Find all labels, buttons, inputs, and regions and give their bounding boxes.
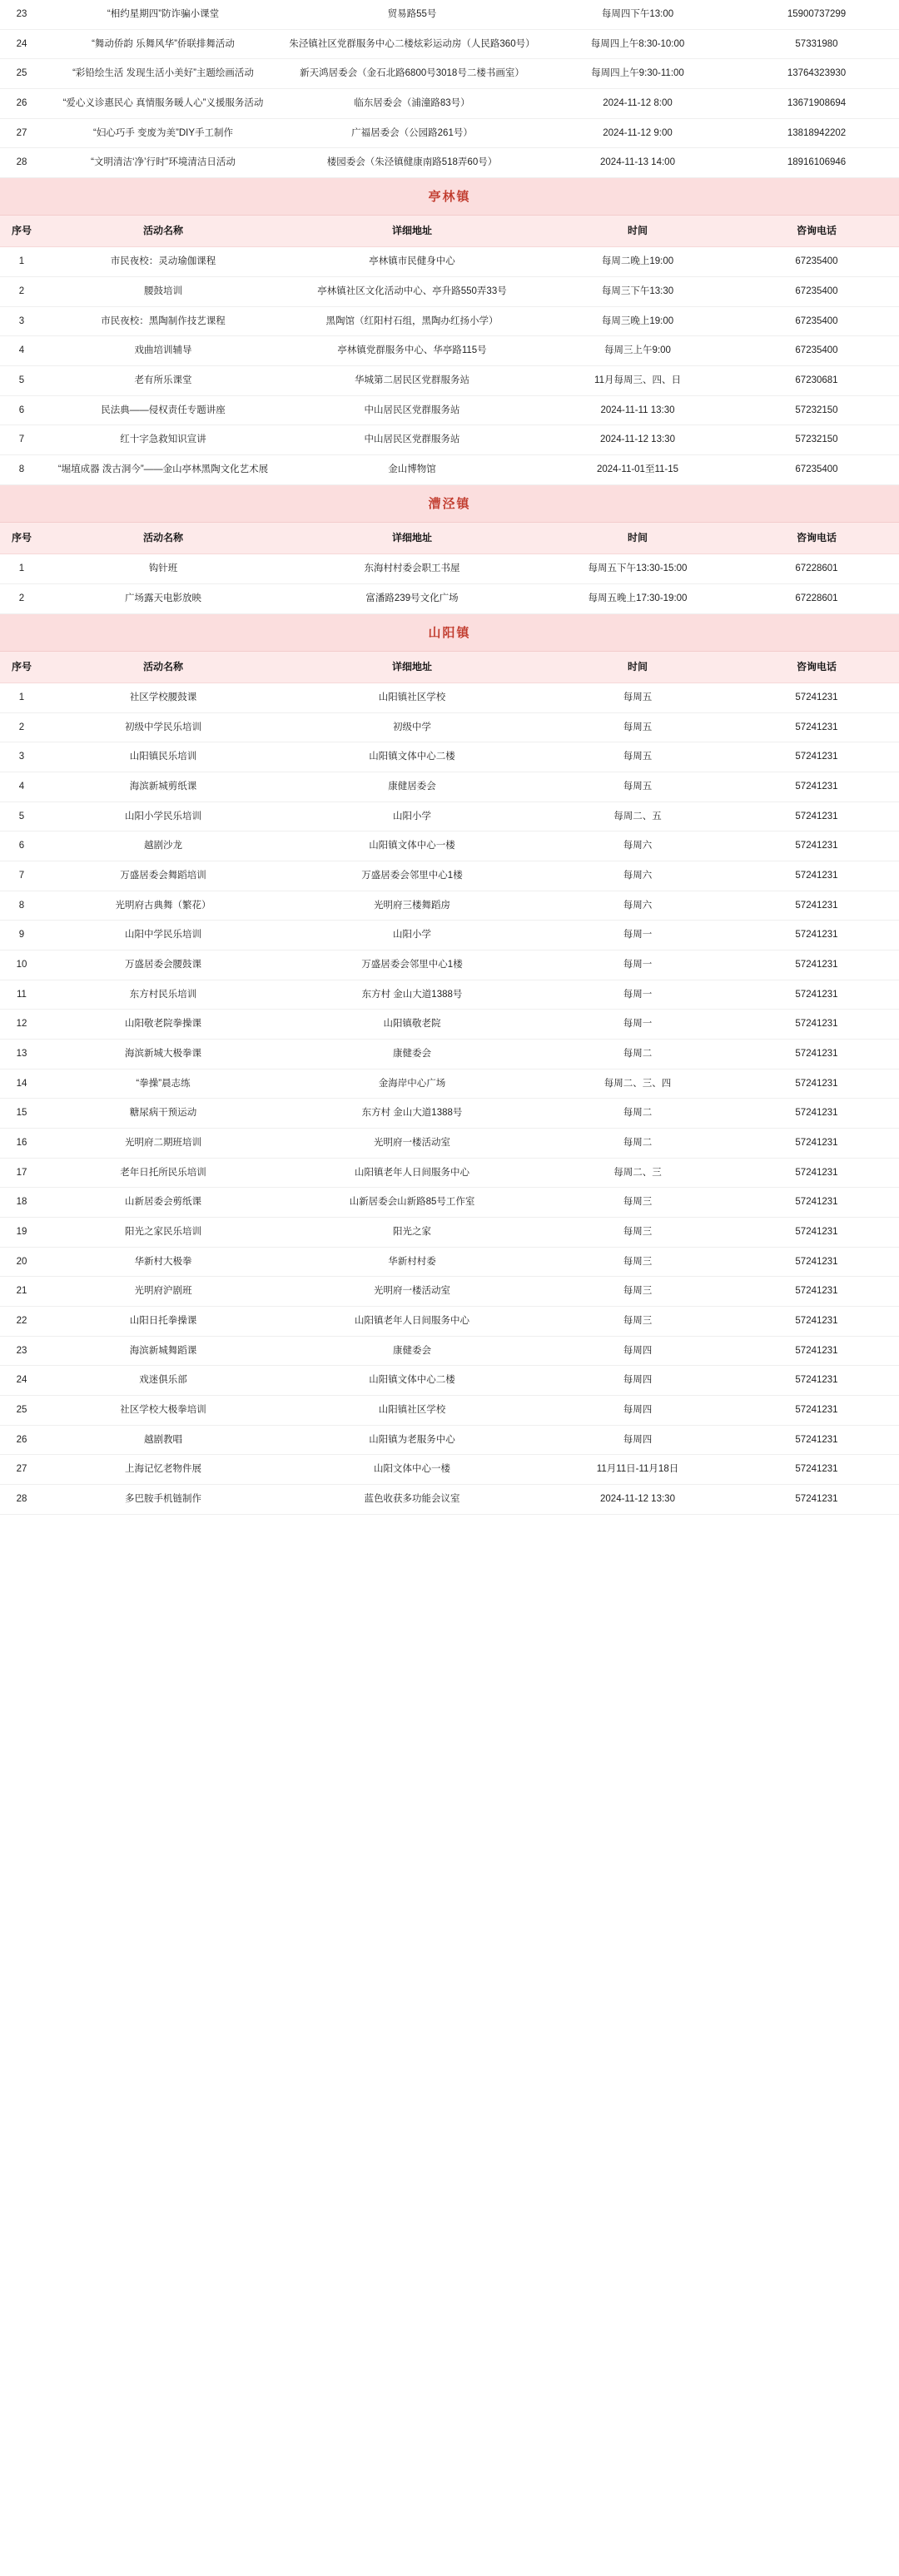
- activity-name: “拳操”晨志练: [136, 1078, 191, 1089]
- activity-time: 每周三: [623, 1256, 653, 1267]
- activity-phone: 57241231: [795, 1197, 838, 1208]
- table-row: [0, 1159, 899, 1189]
- header-phone: 咨询电话: [796, 225, 837, 237]
- activity-address: 中山居民区党群服务站: [364, 434, 460, 445]
- header-time: 时间: [627, 225, 648, 237]
- row-index: 5: [18, 375, 25, 386]
- row-index: 28: [16, 157, 27, 168]
- row-index: 27: [16, 1464, 27, 1475]
- activity-address: 光明府三楼舞蹈房: [374, 900, 450, 911]
- activity-phone: 57241231: [795, 752, 838, 762]
- table-row: [0, 1366, 899, 1396]
- header-address: 详细地址: [391, 660, 432, 673]
- activity-time: 每周三下午13:30: [601, 286, 674, 297]
- row-index: 21: [16, 1286, 27, 1297]
- activity-time: 2024-11-12 9:00: [603, 127, 673, 138]
- header-address: 详细地址: [391, 225, 432, 237]
- row-index: 22: [16, 1316, 27, 1327]
- header-phone: 咨询电话: [796, 531, 837, 543]
- activity-name: 光明府古典舞（繁花）: [115, 900, 211, 911]
- activity-address: 华城第二居民区党群服务站: [355, 375, 469, 386]
- section-title: 山阳镇: [0, 614, 899, 652]
- activity-phone: 57241231: [795, 1078, 838, 1089]
- table-row: [0, 336, 899, 366]
- activity-address: 金山博物馆: [388, 464, 436, 475]
- activity-address: 朱泾镇社区党群服务中心二楼炫彩运动房（人民路360号）: [289, 38, 535, 49]
- activity-phone: 57241231: [795, 900, 838, 911]
- table-row: [0, 861, 899, 891]
- activity-address: 中山居民区党群服务站: [364, 405, 460, 415]
- activity-address: 山阳镇敬老院: [383, 1019, 441, 1030]
- header-activity-name: 活动名称: [142, 531, 183, 543]
- activity-phone: 57241231: [795, 1019, 838, 1030]
- table-row: [0, 1129, 899, 1159]
- activity-name: 市民夜校：黑陶制作技艺课程: [101, 315, 226, 326]
- row-index: 14: [16, 1078, 27, 1089]
- header-activity-name: 活动名称: [142, 225, 183, 237]
- activity-time: 每周三上午9:00: [604, 345, 671, 356]
- activity-name: 民法典——侵权责任专题讲座: [101, 405, 226, 415]
- row-index: 8: [18, 464, 25, 475]
- activity-address: 蓝色收获多功能会议室: [364, 1494, 460, 1505]
- activity-phone: 67235400: [795, 464, 838, 475]
- activity-phone: 57241231: [795, 1286, 838, 1297]
- activity-phone: 57241231: [795, 930, 838, 941]
- activity-name: 华新村大极拳: [134, 1256, 192, 1267]
- activity-name: “妇心巧手 变废为美”DIY手工制作: [92, 127, 234, 138]
- activity-time: 每周四: [623, 1405, 653, 1416]
- table-header-row: [0, 216, 899, 247]
- activity-name: 光明府二期班培训: [125, 1138, 201, 1148]
- activity-name: “堀埴成器 泼古洞今”——金山亭林黑陶文化艺术展: [57, 464, 269, 475]
- table-row: [0, 1307, 899, 1337]
- table-row: [0, 1070, 899, 1099]
- activity-time: 每周一: [623, 930, 653, 941]
- section-title: 漕泾镇: [0, 485, 899, 523]
- activity-address: 东海村村委会职工书屋: [364, 563, 460, 574]
- activity-time: 每周二、三: [613, 1167, 662, 1178]
- activity-name: 光明府沪剧班: [134, 1286, 192, 1297]
- activity-name: 山阳小学民乐培训: [125, 811, 201, 821]
- activity-time: 每周二: [623, 1108, 653, 1119]
- activity-time: 每周二: [623, 1138, 653, 1148]
- activity-name: 上海记忆老物件展: [125, 1464, 201, 1475]
- activity-name: 海滨新城大极拳课: [125, 1048, 201, 1059]
- header-index: 序号: [11, 531, 32, 543]
- activity-phone: 57232150: [795, 405, 838, 415]
- row-index: 16: [16, 1138, 27, 1148]
- table-row: [0, 59, 899, 89]
- activity-name: 市民夜校：灵动瑜伽课程: [110, 256, 216, 267]
- activity-phone: 57232150: [795, 434, 838, 445]
- header-address: 详细地址: [391, 531, 432, 543]
- activity-name: 山新居委会剪纸课: [125, 1197, 201, 1208]
- activity-phone: 67235400: [795, 256, 838, 267]
- row-index: 4: [18, 781, 25, 792]
- table-row: [0, 1426, 899, 1456]
- activity-time: 每周二、五: [613, 811, 662, 821]
- activity-address: 万盛居委会邻里中心1楼: [361, 959, 463, 970]
- activity-phone: 67235400: [795, 315, 838, 326]
- table-row: [0, 831, 899, 861]
- table-row: [0, 89, 899, 119]
- activity-phone: 57241231: [795, 1108, 838, 1119]
- header-index: 序号: [11, 225, 32, 237]
- activity-address: 康健委会: [393, 1048, 431, 1059]
- row-index: 15: [16, 1108, 27, 1119]
- table-row: [0, 366, 899, 396]
- table-row: [0, 1455, 899, 1485]
- activity-phone: 57241231: [795, 692, 838, 702]
- table-row: [0, 713, 899, 743]
- activity-time: 每周一: [623, 989, 653, 1000]
- row-index: 8: [18, 900, 25, 911]
- row-index: 5: [18, 811, 25, 821]
- table-row: [0, 1099, 899, 1129]
- activity-phone: 57241231: [795, 781, 838, 792]
- activity-name: 山阳镇民乐培训: [129, 752, 197, 762]
- activity-time: 每周四上午9:30-11:00: [591, 68, 684, 79]
- activity-address: 临东居委会（浦潼路83号）: [354, 98, 470, 109]
- row-index: 18: [16, 1197, 27, 1208]
- activity-time: 每周五: [623, 692, 653, 702]
- activity-name: 糖尿病干预运动: [129, 1108, 197, 1119]
- activity-name: 海滨新城剪纸课: [129, 781, 197, 792]
- activity-phone: 57241231: [795, 1405, 838, 1416]
- header-activity-name: 活动名称: [142, 660, 183, 673]
- activity-name: “彩铅绘生活 发现生活小美好”主题绘画活动: [72, 68, 254, 79]
- table-row: [0, 277, 899, 307]
- activity-address: 光明府一楼活动室: [374, 1286, 450, 1297]
- section-title: 亭林镇: [0, 178, 899, 216]
- row-index: 17: [16, 1167, 27, 1178]
- row-index: 9: [18, 930, 25, 941]
- table-row: [0, 396, 899, 426]
- table-row: [0, 0, 899, 30]
- row-index: 1: [18, 563, 25, 574]
- row-index: 27: [16, 127, 27, 138]
- activity-name: “舞动侨韵 乐舞风华”侨联排舞活动: [92, 38, 235, 49]
- row-index: 26: [16, 1434, 27, 1445]
- activity-address: 山阳镇为老服务中心: [369, 1434, 455, 1445]
- activity-address: 山阳镇文体中心一楼: [369, 841, 455, 851]
- activity-time: 每周四: [623, 1375, 653, 1386]
- activity-phone: 57241231: [795, 722, 838, 732]
- table-row: [0, 772, 899, 802]
- activity-phone: 57241231: [795, 811, 838, 821]
- activity-address: 东方村 金山大道1388号: [361, 989, 463, 1000]
- table-row: [0, 148, 899, 178]
- activity-phone: 57241231: [795, 1464, 838, 1475]
- activity-phone: 13818942202: [787, 127, 847, 138]
- activity-phone: 67230681: [795, 375, 838, 386]
- activity-phone: 15900737299: [787, 9, 847, 19]
- activity-name: 老年日托所民乐培训: [120, 1167, 206, 1178]
- row-index: 10: [16, 959, 27, 970]
- row-index: 23: [16, 1345, 27, 1356]
- table-row: [0, 1188, 899, 1218]
- row-index: 20: [16, 1256, 27, 1267]
- row-index: 24: [16, 38, 27, 49]
- activity-phone: 57241231: [795, 959, 838, 970]
- activity-time: 每周四: [623, 1434, 653, 1445]
- activity-time: 2024-11-12 13:30: [600, 1494, 675, 1505]
- activity-time: 2024-11-01至11-15: [596, 464, 679, 475]
- header-phone: 咨询电话: [796, 660, 837, 673]
- activity-name: 钩针班: [148, 563, 178, 574]
- activity-phone: 57241231: [795, 1375, 838, 1386]
- activity-phone: 57241231: [795, 1048, 838, 1059]
- activity-name: 万盛居委会舞蹈培训: [120, 870, 206, 881]
- activity-time: 每周二晚上19:00: [601, 256, 674, 267]
- activity-time: 每周五: [623, 781, 653, 792]
- activity-address: 黑陶馆（红阳村石组，黑陶办红扬小学）: [325, 315, 499, 326]
- activity-address: 山阳镇文体中心二楼: [369, 752, 455, 762]
- row-index: 12: [16, 1019, 27, 1030]
- activity-phone: 57241231: [795, 1227, 838, 1238]
- table-row: [0, 683, 899, 713]
- table-row: [0, 1396, 899, 1426]
- activity-name: 社区学校大极拳培训: [120, 1405, 206, 1416]
- activity-name: 山阳中学民乐培训: [125, 930, 201, 941]
- table-row: [0, 1485, 899, 1515]
- activity-time: 每周三: [623, 1286, 653, 1297]
- activity-name: 广场露天电影放映: [125, 593, 201, 603]
- activity-time: 2024-11-13 14:00: [600, 157, 675, 168]
- table-row: [0, 1040, 899, 1070]
- header-time: 时间: [627, 531, 648, 543]
- row-index: 1: [18, 256, 25, 267]
- activity-time: 每周四下午13:00: [601, 9, 674, 19]
- row-index: 24: [16, 1375, 27, 1386]
- activity-address: 亭林镇市民健身中心: [369, 256, 455, 267]
- activity-name: 越剧教唱: [144, 1434, 182, 1445]
- row-index: 19: [16, 1227, 27, 1238]
- activity-time: 每周三: [623, 1227, 653, 1238]
- activity-name: 初级中学民乐培训: [125, 722, 201, 732]
- activity-name: 越剧沙龙: [144, 841, 182, 851]
- activity-address: 光明府一楼活动室: [374, 1138, 450, 1148]
- row-index: 26: [16, 98, 27, 109]
- table-row: [0, 742, 899, 772]
- activity-time: 每周六: [623, 841, 653, 851]
- activity-phone: 57241231: [795, 1345, 838, 1356]
- table-row: [0, 802, 899, 832]
- row-index: 25: [16, 68, 27, 79]
- activity-time: 2024-11-12 8:00: [603, 98, 673, 109]
- activity-phone: 57241231: [795, 989, 838, 1000]
- activity-time: 每周三: [623, 1197, 653, 1208]
- activity-phone: 57241231: [795, 1434, 838, 1445]
- table-row: [0, 30, 899, 60]
- activity-time: 11月每周三、四、日: [594, 375, 681, 386]
- activity-address: 康健委会: [393, 1345, 431, 1356]
- activity-address: 山阳镇文体中心二楼: [369, 1375, 455, 1386]
- activity-phone: 57241231: [795, 1494, 838, 1505]
- activity-address: 山阳文体中心一楼: [374, 1464, 450, 1475]
- activity-name: 海滨新城舞蹈课: [129, 1345, 197, 1356]
- table-row: [0, 584, 899, 614]
- activity-address: 山阳镇社区学校: [378, 692, 446, 702]
- row-index: 23: [16, 9, 27, 19]
- header-time: 时间: [627, 660, 648, 673]
- table-header-row: [0, 652, 899, 683]
- row-index: 11: [17, 989, 27, 1000]
- activity-address: 山新居委会山新路85号工作室: [349, 1197, 475, 1208]
- activity-address: 新天鸿居委会（金石北路6800号3018号二楼书画室）: [300, 68, 524, 79]
- row-index: 7: [18, 434, 25, 445]
- activity-address: 山阳小学: [393, 811, 431, 821]
- activity-phone: 18916106946: [787, 157, 847, 168]
- table-row: [0, 119, 899, 149]
- table-row: [0, 1337, 899, 1367]
- activity-time: 2024-11-12 13:30: [600, 434, 675, 445]
- activity-address: 亭林镇社区文化活动中心、亭升路550弄33号: [317, 286, 507, 297]
- activity-time: 每周三晚上19:00: [601, 315, 674, 326]
- activity-address: 金海岸中心广场: [378, 1078, 446, 1089]
- activity-name: “相约星期四”防诈骗小课堂: [107, 9, 220, 19]
- activity-time: 每周五下午13:30-15:00: [588, 563, 688, 574]
- activity-time: 每周一: [623, 1019, 653, 1030]
- activity-address: 富潘路239号文化广场: [365, 593, 459, 603]
- row-index: 2: [18, 286, 25, 297]
- activity-phone: 57241231: [795, 1167, 838, 1178]
- activity-address: 亭林镇党群服务中心、华亭路115号: [337, 345, 487, 356]
- table-row: [0, 455, 899, 485]
- activity-name: 社区学校腰鼓课: [129, 692, 197, 702]
- activity-phone: 57241231: [795, 870, 838, 881]
- table-row: [0, 1277, 899, 1307]
- activity-time: 每周二: [623, 1048, 653, 1059]
- activity-address: 万盛居委会邻里中心1楼: [361, 870, 463, 881]
- table-row: [0, 950, 899, 980]
- activity-time: 每周三: [623, 1316, 653, 1327]
- activity-address: 广福居委会（公园路261号）: [351, 127, 473, 138]
- activity-name: 东方村民乐培训: [129, 989, 197, 1000]
- activity-address: 华新村村委: [388, 1256, 436, 1267]
- activity-phone: 67228601: [795, 593, 838, 603]
- activity-name: 腰鼓培训: [144, 286, 182, 297]
- row-index: 1: [18, 692, 25, 702]
- table-row: [0, 307, 899, 337]
- activity-phone: 57241231: [795, 1256, 838, 1267]
- activity-name: “爱心义诊惠民心 真情服务暖人心”义援服务活动: [62, 98, 264, 109]
- activity-name: 山阳日托拳操课: [129, 1316, 197, 1327]
- row-index: 3: [18, 752, 25, 762]
- activity-address: 山阳小学: [393, 930, 431, 941]
- row-index: 2: [18, 722, 25, 732]
- table-row: [0, 891, 899, 921]
- table-row: [0, 980, 899, 1010]
- row-index: 4: [18, 345, 25, 356]
- activity-name: 红十字急救知识宣讲: [120, 434, 206, 445]
- activity-time: 每周四: [623, 1345, 653, 1356]
- activity-time: 每周四上午8:30-10:00: [590, 38, 685, 49]
- activity-address: 康健居委会: [388, 781, 436, 792]
- activity-time: 2024-11-11 13:30: [600, 405, 675, 415]
- row-index: 2: [18, 593, 25, 603]
- table-row: [0, 1010, 899, 1040]
- row-index: 6: [18, 841, 25, 851]
- activity-time: 每周二、三、四: [603, 1078, 672, 1089]
- activity-time: 11月11日-11月18日: [596, 1464, 679, 1475]
- activity-name: 山阳敬老院拳操课: [125, 1019, 201, 1030]
- table-row: [0, 425, 899, 455]
- activity-address: 山阳镇老年人日间服务中心: [355, 1316, 469, 1327]
- table-header-row: [0, 523, 899, 554]
- activity-address: 贸易路55号: [387, 9, 437, 19]
- activity-name: 多巴胺手机链制作: [125, 1494, 201, 1505]
- table-row: [0, 1248, 899, 1278]
- activity-address: 楼园委会（朱泾镇健康南路518弄60号）: [326, 157, 498, 168]
- activity-phone: 57241231: [795, 1316, 838, 1327]
- activity-phone: 67235400: [795, 286, 838, 297]
- activity-address: 山阳镇老年人日间服务中心: [355, 1167, 469, 1178]
- table-row: [0, 247, 899, 277]
- activity-phone: 13764323930: [787, 68, 847, 79]
- activity-name: 戏迷俱乐部: [139, 1375, 187, 1386]
- row-index: 3: [18, 315, 25, 326]
- activity-name: 万盛居委会腰鼓课: [125, 959, 201, 970]
- header-index: 序号: [11, 660, 32, 673]
- activity-phone: 67228601: [795, 563, 838, 574]
- activity-time: 每周六: [623, 870, 653, 881]
- table-row: [0, 921, 899, 950]
- activity-name: 阳光之家民乐培训: [125, 1227, 201, 1238]
- row-index: 28: [16, 1494, 27, 1505]
- activity-phone: 67235400: [795, 345, 838, 356]
- activity-phone: 57241231: [795, 841, 838, 851]
- activity-phone: 57241231: [795, 1138, 838, 1148]
- activity-time: 每周五: [623, 722, 653, 732]
- activity-time: 每周六: [623, 900, 653, 911]
- activity-name: “文明清洁‘净’行时”环境清洁日活动: [91, 157, 236, 168]
- row-index: 6: [18, 405, 25, 415]
- activity-address: 山阳镇社区学校: [378, 1405, 446, 1416]
- activity-phone: 13671908694: [787, 98, 847, 109]
- activity-address: 阳光之家: [393, 1227, 431, 1238]
- table-row: [0, 1218, 899, 1248]
- activity-time: 每周五晚上17:30-19:00: [588, 593, 688, 603]
- activity-address: 初级中学: [393, 722, 431, 732]
- activity-address: 东方村 金山大道1388号: [361, 1108, 463, 1119]
- activity-time: 每周五: [623, 752, 653, 762]
- row-index: 25: [16, 1405, 27, 1416]
- activity-time: 每周一: [623, 959, 653, 970]
- table-row: [0, 554, 899, 584]
- activity-phone: 57331980: [795, 38, 838, 49]
- activity-name: 戏曲培训辅导: [134, 345, 192, 356]
- row-index: 7: [18, 870, 25, 881]
- row-index: 13: [16, 1048, 27, 1059]
- activity-name: 老有所乐课堂: [134, 375, 192, 386]
